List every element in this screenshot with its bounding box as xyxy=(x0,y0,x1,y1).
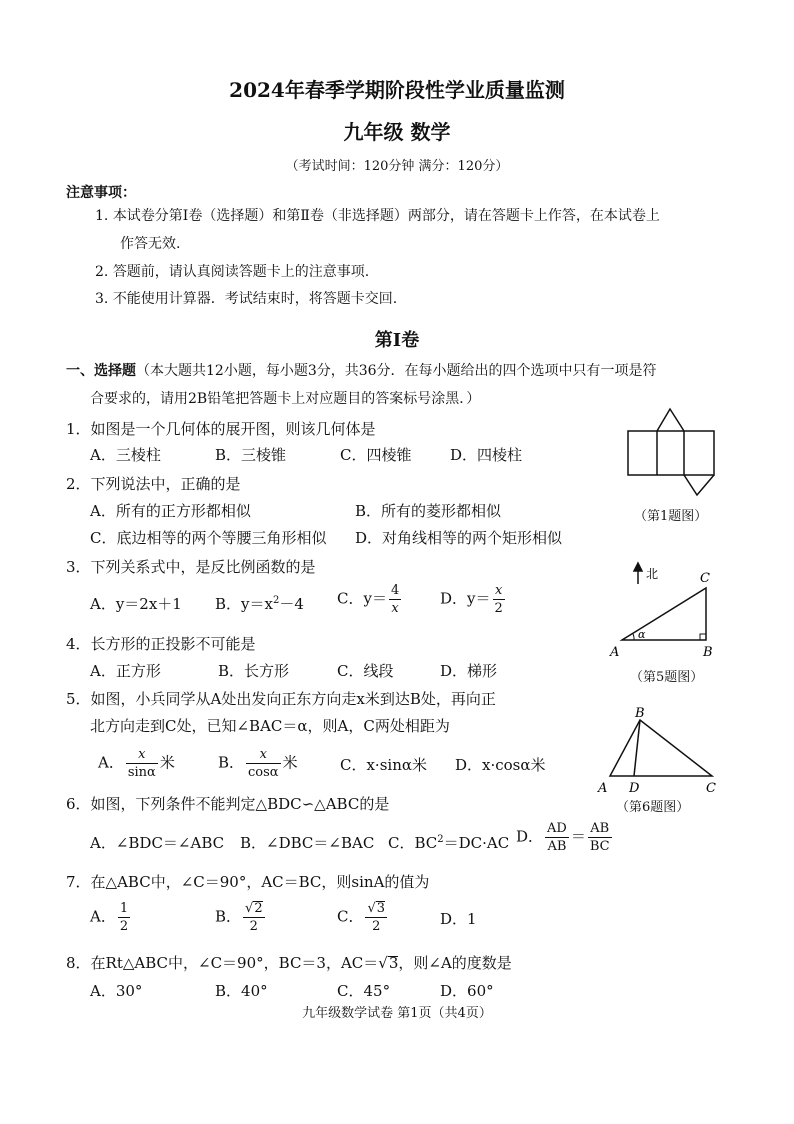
q1-option-b: B．三棱锥 xyxy=(215,446,287,464)
q7-option-a xyxy=(90,900,132,935)
q6-option-c xyxy=(388,832,509,853)
q7-option-c-den: 2 xyxy=(372,919,381,934)
q3-option-b-pre: B．y＝x xyxy=(215,595,273,613)
q5-option-b-num: x xyxy=(246,746,281,764)
q3-option-c-num: 4 xyxy=(390,583,400,598)
q7-option-b-fraction xyxy=(243,900,265,935)
q6-option-d-num-1: AD xyxy=(547,821,567,836)
figure-1-caption: （第1题图） xyxy=(634,509,708,524)
q2-stem: 2．下列说法中，正确的是 xyxy=(66,475,241,493)
north-arrow-head xyxy=(634,563,642,571)
q6-option-a: A．∠BDC＝∠ABC xyxy=(90,834,225,852)
notice-item-1-num: 1. xyxy=(95,208,109,224)
q7-stem: 7．在△ABC中，∠C＝90°，AC＝BC，则sinA的值为 xyxy=(66,873,430,891)
exam-title: 2024年春季学期阶段性学业质量监测 xyxy=(229,78,565,102)
q6-option-c-pre: C．BC xyxy=(388,834,438,852)
q8-option-a: A．30° xyxy=(90,982,143,1000)
q4-option-a: A．正方形 xyxy=(90,662,161,680)
figure-5-caption: （第5题图） xyxy=(630,670,704,685)
q3-option-d-fraction xyxy=(493,582,505,617)
q8-stem-rad: 3 xyxy=(388,954,399,972)
part-title: 第Ⅰ卷 xyxy=(374,330,420,351)
q7-option-b-num: 2 xyxy=(254,901,263,916)
q6-option-d-fraction-1 xyxy=(545,820,569,855)
notice-item-3-num: 3. xyxy=(95,291,109,307)
q3-option-b-exp: 2 xyxy=(272,595,280,606)
notice-item-1 xyxy=(95,205,660,225)
notice-item-2 xyxy=(95,261,369,281)
exam-subtitle: 九年级 数学 xyxy=(343,120,451,144)
q7-option-a-fraction xyxy=(118,900,130,935)
q7-option-a-den: 2 xyxy=(119,919,129,934)
q7-option-c-fraction xyxy=(365,900,387,935)
q5-option-a-num: x xyxy=(126,746,158,764)
notice-item-1-text: 本试卷分第Ⅰ卷（选择题）和第Ⅱ卷（非选择题）两部分，请在答题卡上作答，在本试卷上 xyxy=(112,208,660,224)
q7-option-b-num-wrap: √2 xyxy=(245,901,263,916)
q2-option-b: B．所有的菱形都相似 xyxy=(355,502,502,520)
q3-option-b-post: －4 xyxy=(279,595,304,613)
q7-option-b-den: 2 xyxy=(249,919,258,934)
section-desc-2: 合要求的，请用2B铅笔把答题卡上对应题目的答案标号涂黑．） xyxy=(90,391,481,407)
right-angle-mark xyxy=(700,634,706,640)
fig6-label-b: B xyxy=(635,706,645,721)
q3-option-d-pre: D．y＝ xyxy=(440,589,491,608)
q6-option-c-exp: 2 xyxy=(437,834,444,845)
q3-option-a: A．y＝2x＋1 xyxy=(90,595,182,613)
q5-option-d: D．x·cosα米 xyxy=(455,756,546,774)
q7-option-c-num-wrap: √3 xyxy=(367,901,386,916)
q3-option-c-fraction xyxy=(389,582,401,617)
q2-option-d: D．对角线相等的两个矩形相似 xyxy=(355,529,563,547)
q3-option-d-num: x xyxy=(493,582,505,600)
section-title: 一、选择题 xyxy=(66,363,136,379)
q1-option-a: A．三棱柱 xyxy=(90,446,161,464)
triangle-abc-6 xyxy=(610,720,712,776)
q5-option-b-den: cosα xyxy=(248,765,279,780)
notice-item-3 xyxy=(95,288,397,308)
net-top-triangle xyxy=(657,409,684,431)
q6-option-c-post: ＝DC·AC xyxy=(443,834,510,852)
q6-option-b: B．∠DBC＝∠BAC xyxy=(240,834,375,852)
section-desc-1: （本大题共12小题，每小题3分，共36分．在每小题给出的四个选项中只有一项是符 xyxy=(136,363,657,379)
q3-option-c-pre: C．y＝ xyxy=(337,589,387,608)
figure-1-prism-net xyxy=(622,405,722,499)
alpha-arc xyxy=(633,634,634,640)
q6-option-d-fraction-2 xyxy=(588,820,612,855)
q8-option-c: C．45° xyxy=(337,982,391,1000)
q7-option-b-pre: B． xyxy=(215,907,242,926)
notice-item-3-text: 不能使用计算器．考试结束时，将答题卡交回. xyxy=(112,291,398,307)
q5-option-a-unit: 米 xyxy=(159,753,175,772)
q5-stem-1: 5．如图，小兵同学从A处出发向正东方向走x米到达B处，再向正 xyxy=(66,690,496,708)
q5-option-a-fraction xyxy=(126,746,158,781)
figure-6-caption: （第6题图） xyxy=(616,800,690,815)
section-line-1 xyxy=(66,360,657,380)
net-rectangle xyxy=(628,431,714,475)
q7-option-c-pre: C． xyxy=(337,907,364,926)
q2-option-a: A．所有的正方形都相似 xyxy=(90,502,251,520)
q5-option-b-fraction xyxy=(246,746,281,781)
triangle-abc xyxy=(622,588,706,640)
q7-option-a-pre: A． xyxy=(90,907,116,926)
notice-item-1-cont: 作答无效. xyxy=(120,236,181,252)
q6-option-d-den-1: AB xyxy=(547,839,567,854)
q8-stem: 8．在Rt△ABC中，∠C＝90°，BC＝3，AC＝√3，则∠A的度数是 xyxy=(66,954,512,972)
q8-option-b: B．40° xyxy=(215,982,268,1000)
q6-option-d-den-2: BC xyxy=(589,839,610,854)
fig5-label-b: B xyxy=(703,645,713,660)
q5-option-b-unit: 米 xyxy=(282,753,298,772)
q4-option-d: D．梯形 xyxy=(440,662,498,680)
q8-stem-post: ，则∠A的度数是 xyxy=(398,954,512,972)
page-footer: 九年级数学试卷 第1页（共4页） xyxy=(302,1006,492,1021)
net-bottom-triangle xyxy=(684,475,714,495)
fig6-label-d: D xyxy=(629,781,640,796)
q5-option-a-pre: A． xyxy=(98,753,124,772)
q7-option-a-num: 1 xyxy=(119,901,129,916)
notice-item-2-num: 2. xyxy=(95,264,109,280)
notice-heading: 注意事项： xyxy=(66,185,136,201)
q5-option-b xyxy=(218,746,298,781)
q4-option-c: C．线段 xyxy=(337,662,394,680)
q7-option-c xyxy=(337,900,389,935)
exam-info: （考试时间：120分钟 满分：120分） xyxy=(285,159,509,174)
q8-stem-pre: 8．在Rt△ABC中，∠C＝90°，BC＝3，AC＝ xyxy=(66,954,379,972)
north-label: 北 xyxy=(646,567,659,581)
q5-option-a xyxy=(98,746,175,781)
q5-option-c: C．x·sinα米 xyxy=(340,756,427,774)
fig5-label-alpha: α xyxy=(638,628,646,641)
q6-option-d-eq: ＝ xyxy=(570,827,586,846)
figure-5-triangle xyxy=(608,560,728,662)
q3-option-c-den: x xyxy=(391,601,399,616)
q1-stem: 1．如图是一个几何体的展开图，则该几何体是 xyxy=(66,420,376,438)
q3-option-d-den: 2 xyxy=(494,601,503,616)
q1-option-c: C．四棱锥 xyxy=(340,446,412,464)
q2-option-c: C．底边相等的两个等腰三角形相似 xyxy=(90,529,327,547)
figure-6-triangle xyxy=(592,704,728,796)
q6-option-d-num-2: AB xyxy=(588,820,612,838)
fig5-label-c: C xyxy=(700,571,710,586)
q1-option-d: D．四棱柱 xyxy=(450,446,523,464)
q7-option-c-num: 3 xyxy=(376,901,386,916)
q3-stem: 3．下列关系式中，是反比例函数的是 xyxy=(66,558,316,576)
q5-stem-2: 北方向走到C处，已知∠BAC＝α，则A，C两处相距为 xyxy=(90,717,450,735)
q6-stem: 6．如图，下列条件不能判定△BDC∽△ABC的是 xyxy=(66,795,390,813)
fig6-label-c: C xyxy=(706,781,716,796)
q4-option-b: B．长方形 xyxy=(218,662,290,680)
q8-option-d: D．60° xyxy=(440,982,494,1000)
q6-option-d-pre: D． xyxy=(516,827,544,846)
q6-option-d xyxy=(516,820,614,855)
fig5-label-a: A xyxy=(610,645,620,660)
q3-option-b xyxy=(215,593,304,614)
q4-stem: 4．长方形的正投影不可能是 xyxy=(66,635,256,653)
q7-option-b xyxy=(215,900,267,935)
fig6-label-a: A xyxy=(598,781,608,796)
notice-item-2-text: 答题前，请认真阅读答题卡上的注意事项. xyxy=(112,264,370,280)
q5-option-a-den: sinα xyxy=(127,765,156,780)
q7-option-d: D．1 xyxy=(440,910,477,928)
q5-option-b-pre: B． xyxy=(218,753,245,772)
q3-option-c xyxy=(337,582,403,617)
q3-option-d xyxy=(440,582,507,617)
